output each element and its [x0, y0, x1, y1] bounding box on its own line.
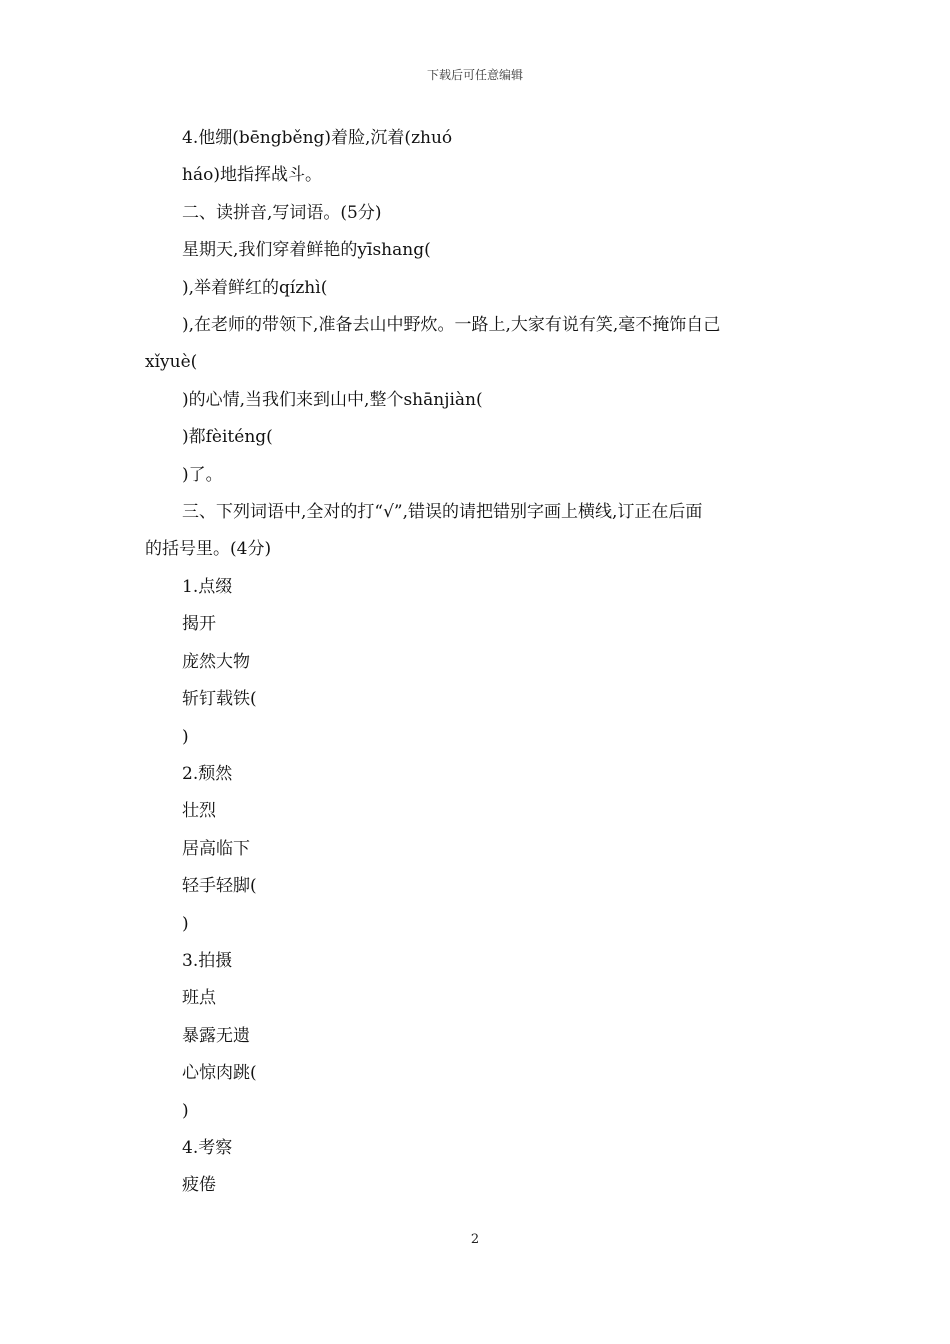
page-header: 下载后可任意编辑: [426, 68, 523, 82]
word-item: 揭开: [182, 614, 216, 635]
passage-line: )的心情,当我们来到山中,整个shānjiàn(: [182, 389, 483, 410]
passage-line: ),举着鲜红的qízhì(: [182, 277, 328, 298]
question-line: háo)地指挥战斗。: [182, 165, 322, 186]
word-item: 庞然大物: [182, 651, 250, 672]
passage-line: xǐyuè(: [145, 352, 198, 373]
word-item: 1.点缀: [182, 576, 233, 597]
answer-bracket: ): [182, 726, 189, 747]
word-item: 斩钉载铁(: [182, 689, 257, 710]
section-heading: 三、下列词语中,全对的打“√”,错误的请把错别字画上横线,订正在后面: [182, 502, 703, 523]
answer-bracket: ): [182, 913, 189, 934]
word-item: 班点: [182, 988, 216, 1009]
answer-bracket: ): [182, 1100, 189, 1121]
passage-line: )都fèiténg(: [182, 427, 273, 448]
section-heading-continued: 的括号里。(4分): [145, 539, 272, 560]
word-item: 居高临下: [182, 838, 250, 859]
section-heading: 二、读拼音,写词语。(5分): [182, 202, 382, 223]
passage-line: ),在老师的带领下,准备去山中野炊。一路上,大家有说有笑,毫不掩饰自己: [182, 315, 721, 336]
question-line: 4.他绷(bēngběng)着脸,沉着(zhuó: [182, 128, 453, 148]
word-item: 疲倦: [182, 1175, 216, 1196]
passage-line: 星期天,我们穿着鲜艳的yīshang(: [182, 240, 431, 261]
word-item: 轻手轻脚(: [182, 876, 257, 897]
word-item: 壮烈: [182, 801, 216, 822]
word-item: 心惊肉跳(: [182, 1063, 257, 1084]
passage-line: )了。: [182, 464, 223, 485]
word-item: 4.考察: [182, 1137, 233, 1158]
document-body: [145, 120, 810, 1205]
word-item: 3.拍摄: [182, 950, 233, 971]
word-item: 暴露无遗: [182, 1025, 250, 1046]
word-item: 2.颓然: [182, 763, 233, 784]
page-number: 2: [470, 1232, 480, 1247]
